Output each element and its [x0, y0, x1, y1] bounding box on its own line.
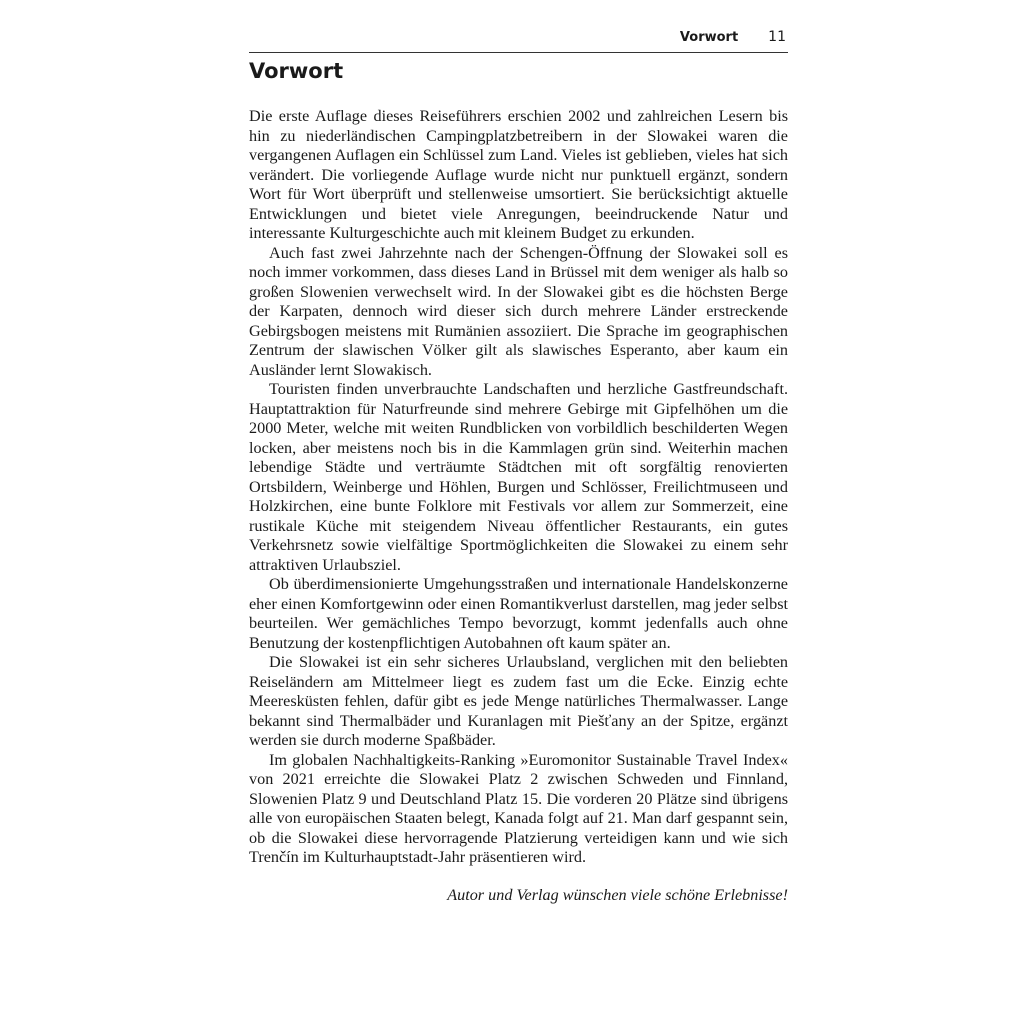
closing-line: Autor und Verlag wünschen viele schöne Erlebnisse!	[447, 885, 788, 904]
page-number: 11	[768, 29, 786, 45]
book-page	[249, 28, 788, 905]
body-text	[249, 107, 788, 868]
paragraph: Ob überdimensionierte Umgehungsstraßen und internationale Handelskonzerne eher einen Komfortgewinn oder einen Romantikverlust darstellen, mag jeder selbst beurteilen. Wer gemächliches Tempo bevorzugt, kommt jedenfalls auch ohne Benutzung der kostenpflichtigen Autobahnen oft kaum später an.	[249, 575, 788, 652]
paragraph: Die Slowakei ist ein sehr sicheres Urlaubsland, verglichen mit den beliebten Reiseländern am Mittelmeer liegt es zudem fast um die Ecke. Einzig echte Meeresküsten fehlen, dafür gibt es jede Menge natürliches Thermalwasser. Lange bekannt sind Thermalbäder und Kuranlagen mit Piešťany an der Spitze, ergänzt werden sie durch moderne Spaßbäder.	[249, 653, 788, 749]
paragraph: Auch fast zwei Jahrzehnte nach der Schengen-Öffnung der Slowakei soll es noch immer vorkommen, dass dieses Land in Brüssel mit dem weniger als halb so großen Slowenien verwechselt wird. In der Slowakei gibt es die höchsten Berge der Karpaten, dennoch wird dieser sich durch mehrere Länder erstreckende Gebirgsbogen meistens mit Rumänien assoziiert. Die Sprache im geographischen Zentrum der slawischen Völker gilt als slawisches Esperanto, aber kaum ein Ausländer lernt Slowakisch.	[249, 243, 788, 379]
chapter-title: Vorwort	[249, 59, 344, 83]
header-section-title: Vorwort	[679, 30, 739, 45]
running-header	[249, 28, 788, 53]
paragraph: Touristen finden unverbrauchte Landschaften und herzliche Gastfreundschaft. Hauptattraktion für Naturfreunde sind mehrere Gebirge mit Gipfelhöhen um die 2000 Meter, welche mit weiten Rundblicken von vorbildlich beschilderten Wegen locken, aber meistens noch bis in die Kammlagen grün sind. Weiterhin machen lebendige Städte und verträumte Städtchen mit oft sorgfältig renovierten Ortsbildern, Weinberge und Höhlen, Burgen und Schlösser, Freilichtmuseen und Holzkirchen, eine bunte Folklore mit Festivals vor allem zur Sommerzeit, eine rustikale Küche mit steigendem Niveau öffentlicher Restaurants, ein gutes Verkehrsnetz sowie vielfältige Sportmöglichkeiten die Slowakei zu einem sehr attraktiven Urlaubsziel.	[249, 380, 788, 574]
paragraph: Im globalen Nachhaltigkeits-Ranking »Euromonitor Sustainable Travel Index« von 2021 erreichte die Slowakei Platz 2 zwischen Schweden und Finnland, Slowenien Platz 9 und Deutschland Platz 15. Die vorderen 20 Plätze sind übrigens alle von europäischen Staaten belegt, Kanada folgt auf 21. Man darf gespannt sein, ob die Slowakei diese hervorragende Platzierung verteidigen kann und wie sich Trenčín im Kulturhauptstadt-Jahr präsentieren wird.	[249, 750, 788, 866]
paragraph: Die erste Auflage dieses Reiseführers erschien 2002 und zahlreichen Lesern bis hin zu niederländischen Campingplatzbetreibern in der Slowakei waren die vergangenen Auflagen ein Schlüssel zum Land. Vieles ist geblieben, vieles hat sich verändert. Die vorliegende Auflage wurde nicht nur punktuell ergänzt, sondern Wort für Wort überprüft und stellenweise umsortiert. Sie berücksichtigt aktuelle Entwicklungen und bietet viele Anregungen, beeindruckende Natur und interessante Kulturgeschichte auch mit kleinem Budget zu erkunden.	[249, 107, 788, 242]
